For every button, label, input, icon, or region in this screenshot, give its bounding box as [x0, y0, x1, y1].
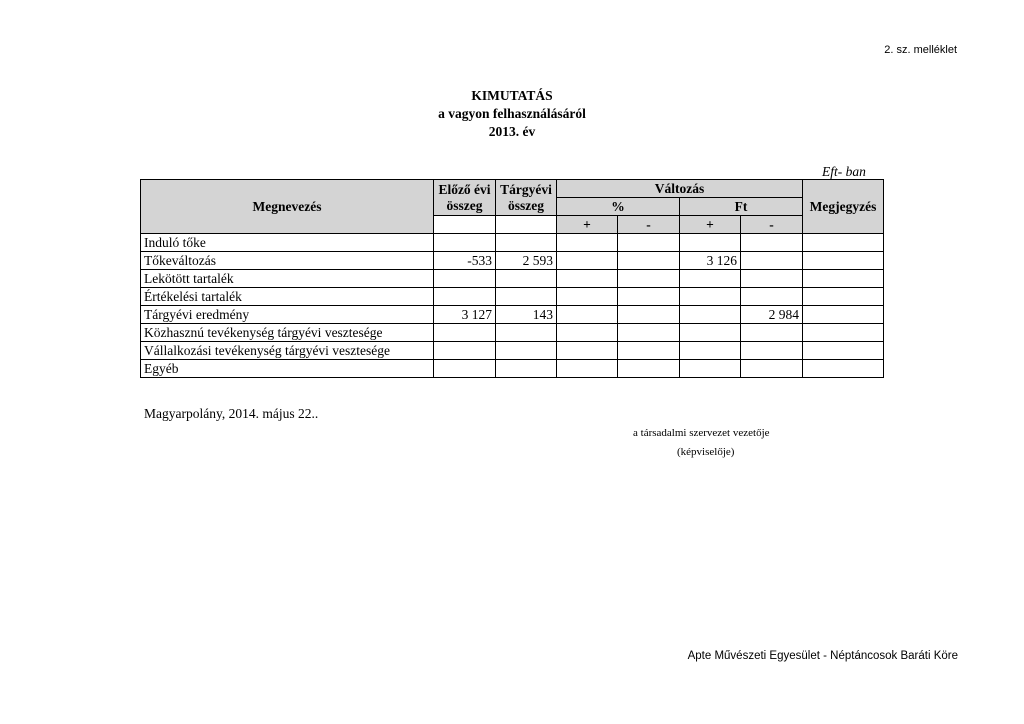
title-line-2: a vagyon felhasználásáról: [438, 106, 586, 121]
prev-value: -533: [434, 252, 496, 270]
curr-value: [496, 342, 557, 360]
header-prev: [434, 180, 496, 216]
pct-minus: [618, 270, 680, 288]
row-name: Vállalkozási tevékenység tárgyévi vesztesége: [141, 342, 434, 360]
ft-plus: [680, 306, 741, 324]
prev-value: [434, 288, 496, 306]
pct-minus: [618, 306, 680, 324]
ft-plus: [680, 270, 741, 288]
pct-plus: [557, 306, 618, 324]
prev-value: [434, 342, 496, 360]
note: [803, 360, 884, 378]
table-row: [141, 306, 884, 324]
header-ft-plus: +: [680, 216, 741, 234]
unit-label: Eft- ban: [822, 164, 866, 179]
table-row: [141, 270, 884, 288]
pct-minus: [618, 324, 680, 342]
curr-value: [496, 234, 557, 252]
pct-plus: [557, 288, 618, 306]
row-name: Induló tőke: [141, 234, 434, 252]
ft-minus: [741, 360, 803, 378]
title-line-3: 2013. év: [488, 124, 536, 139]
prev-value: [434, 234, 496, 252]
prev-value: [434, 270, 496, 288]
row-name: Egyéb: [141, 360, 434, 378]
row-name: Közhasznú tevékenység tárgyévi vesztesége: [141, 324, 434, 342]
row-name: Lekötött tartalék: [141, 270, 434, 288]
title-line-1: KIMUTATÁS: [471, 88, 553, 103]
note: [803, 270, 884, 288]
note: [803, 288, 884, 306]
ft-minus: [741, 288, 803, 306]
pct-plus: [557, 270, 618, 288]
ft-plus: 3 126: [680, 252, 741, 270]
header-empty: [496, 216, 557, 234]
signature-line-2: (képviselője): [677, 446, 735, 458]
header-empty: [434, 216, 496, 234]
note: [803, 234, 884, 252]
header-prev-line-2: összeg: [446, 197, 483, 213]
ft-plus: [680, 360, 741, 378]
header-pct-plus: +: [557, 216, 618, 234]
asset-usage-table: [140, 179, 884, 378]
note: [803, 252, 884, 270]
row-name: Tárgyévi eredmény: [141, 306, 434, 324]
ft-minus: [741, 234, 803, 252]
pct-minus: [618, 360, 680, 378]
header-note: Megjegyzés: [803, 180, 884, 234]
pct-minus: [618, 234, 680, 252]
row-name: Tőkeváltozás: [141, 252, 434, 270]
curr-value: 2 593: [496, 252, 557, 270]
table-row: [141, 288, 884, 306]
table-row: [141, 324, 884, 342]
ft-plus: [680, 342, 741, 360]
header-change: Változás: [557, 180, 803, 198]
ft-minus: [741, 270, 803, 288]
pct-plus: [557, 252, 618, 270]
header-ft-minus: -: [741, 216, 803, 234]
header-curr: [496, 180, 557, 216]
note: [803, 306, 884, 324]
header-curr-line-1: Tárgyévi: [500, 181, 552, 197]
row-name: Értékelési tartalék: [141, 288, 434, 306]
table-row: [141, 234, 884, 252]
header-prev-line-1: Előző évi: [438, 181, 491, 197]
header-pct-minus: -: [618, 216, 680, 234]
pct-plus: [557, 342, 618, 360]
pct-minus: [618, 342, 680, 360]
pct-plus: [557, 360, 618, 378]
ft-minus: [741, 324, 803, 342]
ft-minus: 2 984: [741, 306, 803, 324]
prev-value: 3 127: [434, 306, 496, 324]
ft-minus: [741, 342, 803, 360]
prev-value: [434, 324, 496, 342]
curr-value: [496, 270, 557, 288]
curr-value: [496, 324, 557, 342]
pct-minus: [618, 252, 680, 270]
curr-value: 143: [496, 306, 557, 324]
header-curr-line-2: összeg: [508, 197, 544, 213]
table-row: [141, 252, 884, 270]
curr-value: [496, 360, 557, 378]
pct-plus: [557, 234, 618, 252]
pct-plus: [557, 324, 618, 342]
curr-value: [496, 288, 557, 306]
footer-organization: Apte Művészeti Egyesület - Néptáncosok Baráti Köre: [687, 650, 958, 662]
table-row: [141, 342, 884, 360]
pct-minus: [618, 288, 680, 306]
table-row: [141, 360, 884, 378]
ft-minus: [741, 252, 803, 270]
place-and-date: Magyarpolány, 2014. május 22..: [144, 406, 319, 421]
header-name: Megnevezés: [141, 180, 434, 234]
prev-value: [434, 360, 496, 378]
signature-line-1: a társadalmi szervezet vezetője: [633, 427, 770, 439]
note: [803, 342, 884, 360]
ft-plus: [680, 324, 741, 342]
document-title: [0, 87, 1024, 141]
header-ft: Ft: [680, 198, 803, 216]
ft-plus: [680, 288, 741, 306]
header-percent: %: [557, 198, 680, 216]
ft-plus: [680, 234, 741, 252]
note: [803, 324, 884, 342]
annex-label: 2. sz. melléklet: [884, 44, 957, 56]
